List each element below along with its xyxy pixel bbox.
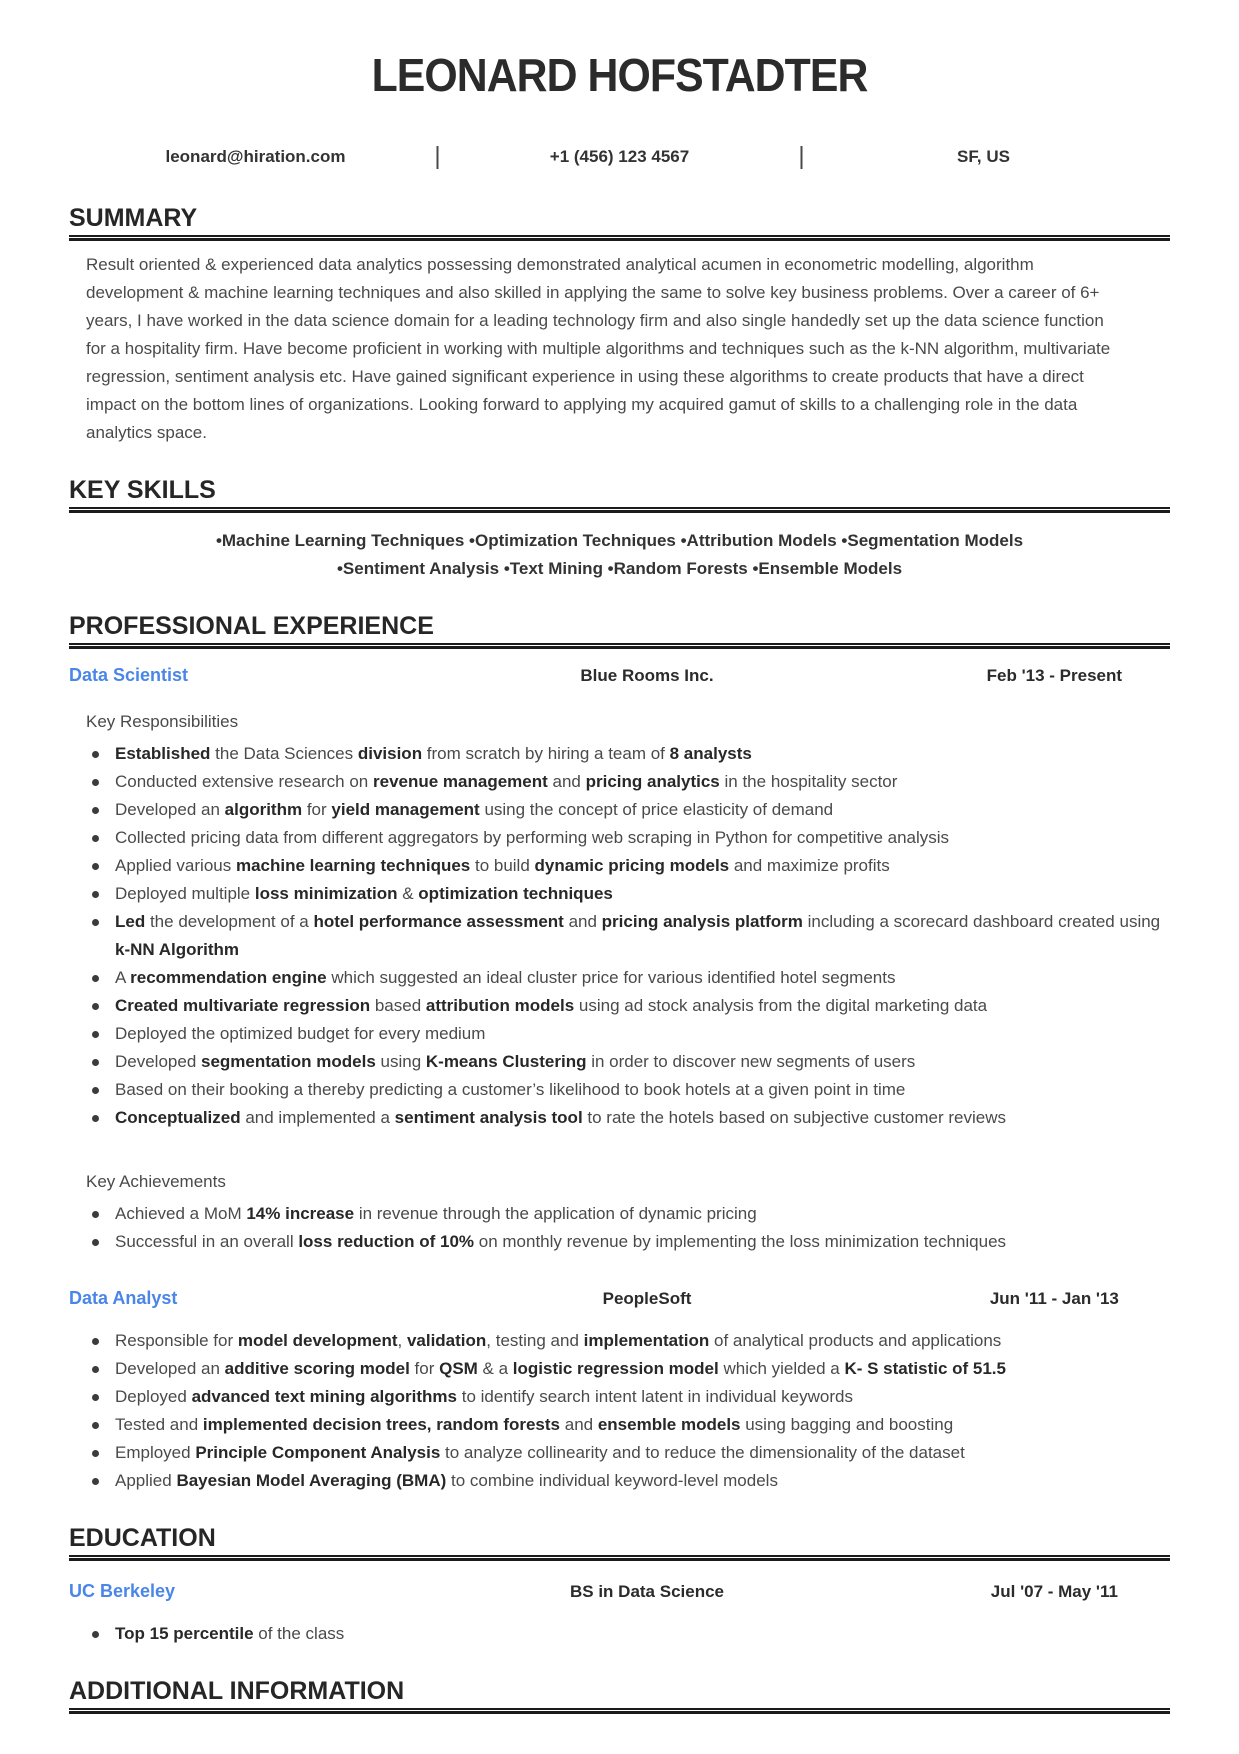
bold-segment: Top 15 percentile: [115, 1624, 254, 1643]
summary-text: Result oriented & experienced data analytics possessing demonstrated analytical acumen in econometric modelling, algorithm development & machine learning techniques and also skilled in applying the same to solve key business problems. Over a career of 6+ years, I have worked in the data science domain for a leading technology firm and also single handedly set up the data science function for a hospitality firm. Have become proficient in working with multiple algorithms and techniques such as the k-NN algorithm, multivariate regression, sentiment analysis etc. Have gained significant experience in using these algorithms to create products that have a direct impact on the bottom lines of organizations. Looking forward to applying my acquired gamut of skills to a challenging role in the data analytics space.: [86, 255, 1111, 442]
bold-segment: recommendation engine: [130, 968, 327, 987]
summary-section: [69, 205, 1170, 447]
additional-info-heading: ADDITIONAL INFORMATION: [69, 1677, 405, 1705]
company-name: PeopleSoft: [602, 1289, 692, 1308]
text-segment: and maximize profits: [729, 856, 890, 875]
text-segment: using bagging and boosting: [740, 1415, 954, 1434]
bold-segment: Created multivariate regression: [115, 996, 371, 1015]
text-segment: in the hospitality sector: [719, 772, 898, 791]
bullet-item: [87, 1355, 1170, 1383]
section-rule: [69, 1555, 1170, 1561]
text-segment: on monthly revenue by implementing the loss minimization techniques: [474, 1232, 1007, 1251]
bullet-item: [87, 880, 1170, 908]
text-segment: Applied: [115, 1471, 177, 1490]
degree-name: BS in Data Science: [570, 1582, 725, 1601]
section-rule: [69, 1708, 1170, 1714]
bold-segment: Principle Component Analysis: [195, 1443, 441, 1462]
page-title: LEONARD HOFSTADTER: [371, 49, 868, 101]
bold-segment: division: [357, 744, 423, 763]
bold-segment: Bayesian Model Averaging (BMA): [176, 1471, 447, 1490]
bullet-item: [87, 1439, 1170, 1467]
bold-segment: hotel performance assessment: [313, 912, 564, 931]
text-segment: which yielded a: [718, 1359, 845, 1378]
responsibilities-label: Key Responsibilities: [86, 712, 239, 731]
text-segment: using: [375, 1052, 426, 1071]
achievements-label: Key Achievements: [86, 1172, 226, 1191]
bold-segment: sentiment analysis tool: [394, 1108, 583, 1127]
bold-segment: loss minimization: [254, 884, 398, 903]
experience-heading: PROFESSIONAL EXPERIENCE: [69, 612, 434, 640]
text-segment: including a scorecard dashboard created using: [802, 912, 1161, 931]
text-segment: in order to discover new segments of users: [586, 1052, 916, 1071]
text-segment: Developed an: [115, 800, 225, 819]
section-rule: [69, 235, 1170, 241]
bold-segment: implementation: [583, 1331, 710, 1350]
section-rule: [69, 507, 1170, 513]
text-segment: to combine individual keyword-level models: [446, 1471, 778, 1490]
text-segment: and: [563, 912, 602, 931]
date-range: Jul '07 - May '11: [990, 1582, 1118, 1601]
bold-segment: ensemble models: [597, 1415, 741, 1434]
text-segment: to build: [470, 856, 535, 875]
text-segment: from scratch by hiring a team of: [422, 744, 670, 763]
text-segment: to rate the hotels based on subjective customer reviews: [582, 1108, 1007, 1127]
text-segment: of analytical products and applications: [709, 1331, 1002, 1350]
bold-segment: advanced text mining algorithms: [191, 1387, 458, 1406]
company-name: Blue Rooms Inc.: [580, 666, 714, 685]
contact-email: leonard@hiration.com: [165, 146, 346, 166]
bold-segment: validation: [406, 1331, 487, 1350]
text-segment: Deployed: [115, 1387, 192, 1406]
bullet-item: [87, 1020, 1170, 1048]
text-segment: Employed: [115, 1443, 196, 1462]
bullet-item: [87, 908, 1170, 964]
text-segment: Tested and: [115, 1415, 203, 1434]
bold-segment: loss reduction of 10%: [298, 1232, 475, 1251]
experience-section: [69, 613, 1170, 1495]
contact-separator: |: [434, 142, 441, 170]
bold-segment: K- S statistic of 51.5: [844, 1359, 1006, 1378]
bold-segment: k-NN Algorithm: [115, 940, 240, 959]
education-bullets-list: [69, 1620, 1170, 1648]
text-segment: ,: [397, 1331, 407, 1350]
date-range: Jun '11 - Jan '13: [989, 1289, 1119, 1308]
text-segment: for: [302, 800, 332, 819]
text-segment: using ad stock analysis from the digital marketing data: [574, 996, 988, 1015]
text-segment: Successful in an overall: [115, 1232, 299, 1251]
bold-segment: pricing analytics: [585, 772, 720, 791]
bold-segment: optimization techniques: [418, 884, 613, 903]
text-segment: Deployed the optimized budget for every medium: [115, 1024, 486, 1043]
text-segment: Developed an: [115, 1359, 225, 1378]
summary-heading: SUMMARY: [69, 204, 198, 232]
job-header: [69, 1288, 1170, 1309]
contact-phone: +1 (456) 123 4567: [549, 146, 690, 166]
text-segment: in revenue through the application of dynamic pricing: [354, 1204, 757, 1223]
additional-info-section: [69, 1678, 1170, 1714]
bullet-item: [87, 992, 1170, 1020]
text-segment: Deployed multiple: [115, 884, 255, 903]
text-segment: and: [547, 772, 586, 791]
text-segment: &: [397, 884, 419, 903]
text-segment: using the concept of price elasticity of demand: [479, 800, 834, 819]
bullet-item: [87, 740, 1170, 768]
bold-segment: revenue management: [373, 772, 548, 791]
bullet-item: [87, 1048, 1170, 1076]
bold-segment: yield management: [331, 800, 480, 819]
bold-segment: Led: [115, 912, 146, 931]
text-segment: which suggested an ideal cluster price for various identified hotel segments: [326, 968, 896, 987]
text-segment: A: [115, 968, 131, 987]
bold-segment: pricing analysis platform: [601, 912, 803, 931]
text-segment: based: [370, 996, 426, 1015]
bold-segment: dynamic pricing models: [534, 856, 730, 875]
contact-separator: |: [798, 142, 805, 170]
job-title: Data Analyst: [69, 1288, 178, 1308]
text-segment: Applied various: [115, 856, 236, 875]
achievements-list: [69, 1200, 1170, 1256]
text-segment: and: [560, 1415, 598, 1434]
date-range: Feb '13 - Present: [986, 666, 1123, 685]
key-skills-heading: KEY SKILLS: [69, 476, 216, 504]
text-segment: Achieved a MoM: [115, 1204, 247, 1223]
bullet-item: [87, 768, 1170, 796]
text-segment: to identify search intent latent in individual keywords: [457, 1387, 853, 1406]
bullet-item: [87, 1620, 1170, 1648]
text-segment: the development of a: [145, 912, 314, 931]
education-section: [69, 1525, 1170, 1648]
bold-segment: Established: [115, 744, 211, 763]
school-name: UC Berkeley: [69, 1581, 176, 1601]
text-segment: and implemented a: [240, 1108, 395, 1127]
bullet-item: [87, 1467, 1170, 1495]
job-header: [69, 665, 1170, 686]
bold-segment: segmentation models: [201, 1052, 376, 1071]
text-segment: Developed: [115, 1052, 202, 1071]
job-title: Data Scientist: [69, 665, 189, 685]
bullet-item: [87, 852, 1170, 880]
skills-line: •Machine Learning Techniques •Optimization Techniques •Attribution Models •Segmentation Models: [215, 531, 1024, 550]
bullet-item: [87, 1411, 1170, 1439]
bold-segment: 14% increase: [246, 1204, 355, 1223]
bold-segment: logistic regression model: [512, 1359, 719, 1378]
text-segment: & a: [477, 1359, 513, 1378]
bold-segment: implemented decision trees, random forests: [202, 1415, 561, 1434]
text-segment: the Data Sciences: [210, 744, 358, 763]
text-segment: Collected pricing data from different aggregators by performing web scraping in Python for competitive analysis: [115, 828, 950, 847]
text-segment: Responsible for: [115, 1331, 238, 1350]
bullet-item: [87, 1228, 1170, 1256]
bullet-item: [87, 1200, 1170, 1228]
bold-segment: algorithm: [224, 800, 303, 819]
skills-line: •Sentiment Analysis •Text Mining •Random Forests •Ensemble Models: [336, 559, 903, 578]
bold-segment: additive scoring model: [224, 1359, 410, 1378]
bullet-item: [87, 824, 1170, 852]
text-segment: of the class: [253, 1624, 345, 1643]
skills-list: [69, 527, 1170, 583]
bold-segment: K-means Clustering: [425, 1052, 587, 1071]
bullet-item: [87, 1327, 1170, 1355]
education-header: [69, 1581, 1170, 1602]
section-rule: [69, 643, 1170, 649]
bold-segment: QSM: [439, 1359, 478, 1378]
text-segment: Based on their booking a thereby predicting a customer’s likelihood to book hotels at a given point in time: [115, 1080, 906, 1099]
responsibilities-list: [69, 740, 1170, 1132]
bullet-item: [87, 1076, 1170, 1104]
bold-segment: Conceptualized: [115, 1108, 241, 1127]
bullet-item: [87, 796, 1170, 824]
bullet-item: [87, 1104, 1170, 1132]
bullet-item: [87, 1383, 1170, 1411]
text-segment: for: [409, 1359, 440, 1378]
bold-segment: machine learning techniques: [235, 856, 471, 875]
bullet-item: [87, 964, 1170, 992]
key-skills-section: [69, 477, 1170, 583]
bold-segment: 8 analysts: [669, 744, 752, 763]
education-heading: EDUCATION: [69, 1524, 216, 1552]
bold-segment: model development: [237, 1331, 398, 1350]
bold-segment: attribution models: [425, 996, 575, 1015]
contact-row: [69, 144, 1170, 169]
job-bullets-list: [69, 1327, 1170, 1495]
text-segment: Conducted extensive research on: [115, 772, 373, 791]
text-segment: to analyze collinearity and to reduce the dimensionality of the dataset: [440, 1443, 965, 1462]
contact-location: SF, US: [957, 146, 1010, 166]
text-segment: , testing and: [486, 1331, 584, 1350]
